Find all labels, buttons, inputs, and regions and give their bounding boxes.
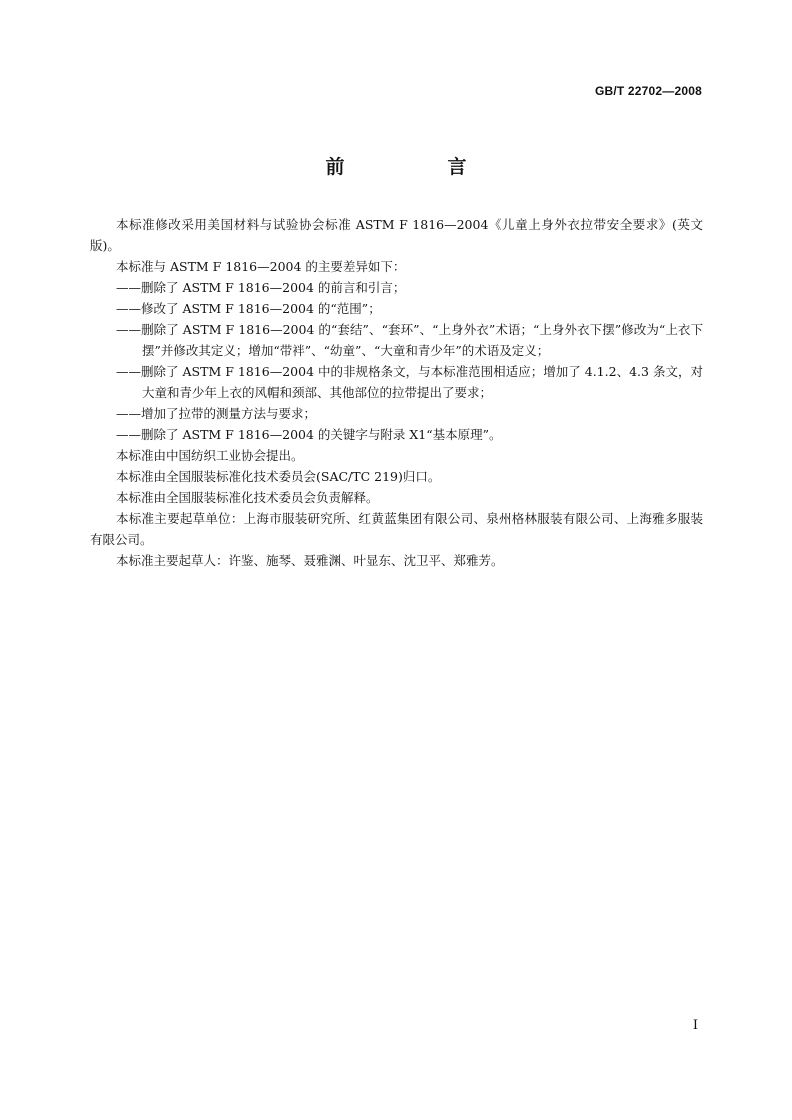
standard-code: GB/T 22702—2008 xyxy=(594,84,702,98)
page-number: I xyxy=(692,1018,698,1033)
paragraph: 本标准由全国服装标准化技术委员会负责解释。 xyxy=(116,490,379,505)
paragraph: 本标准由全国服装标准化技术委员会(SAC/TC 219)归口。 xyxy=(116,469,441,484)
list-item: ——增加了拉带的测量方法与要求； xyxy=(116,406,317,421)
paragraph: 本标准修改采用美国材料与试验协会标准 ASTM F 1816—2004《儿童上身外衣拉带安全要求》(英文版)。 xyxy=(90,217,703,253)
list-item: ——删除了 ASTM F 1816—2004 的前言和引言； xyxy=(116,280,406,295)
page-title: 前 言 xyxy=(325,156,509,178)
paragraph: 本标准主要起草单位：上海市服装研究所、红黄蓝集团有限公司、泉州格林服装有限公司、上海雅多服装有限公司。 xyxy=(90,511,703,547)
paragraph: 本标准由中国纺织工业协会提出。 xyxy=(116,448,304,463)
list-item: ——删除了 ASTM F 1816—2004 的关键字与附录 X1“基本原理”。 xyxy=(116,427,502,442)
paragraph: 本标准主要起草人：许鉴、施琴、聂雅渊、叶显东、沈卫平、郑雅芳。 xyxy=(116,553,504,568)
paragraph: 本标准与 ASTM F 1816—2004 的主要差异如下： xyxy=(116,259,406,274)
list-item: ——删除了 ASTM F 1816—2004 中的非规格条文，与本标准范围相适应；增加了 4.1.2、4.3 条文，对大童和青少年上衣的风帽和颈部、其他部位的拉带提出了要求； xyxy=(116,364,703,400)
list-item: ——修改了 ASTM F 1816—2004 的“范围”； xyxy=(116,301,381,316)
foreword-body xyxy=(90,214,703,571)
list-item: ——删除了 ASTM F 1816—2004 的“套结”、“套环”、“上身外衣”术语；“上身外衣下摆”修改为“上衣下摆”并修改其定义；增加“带袢”、“幼童”、“大童和青少年”的术语及定义； xyxy=(116,322,703,358)
